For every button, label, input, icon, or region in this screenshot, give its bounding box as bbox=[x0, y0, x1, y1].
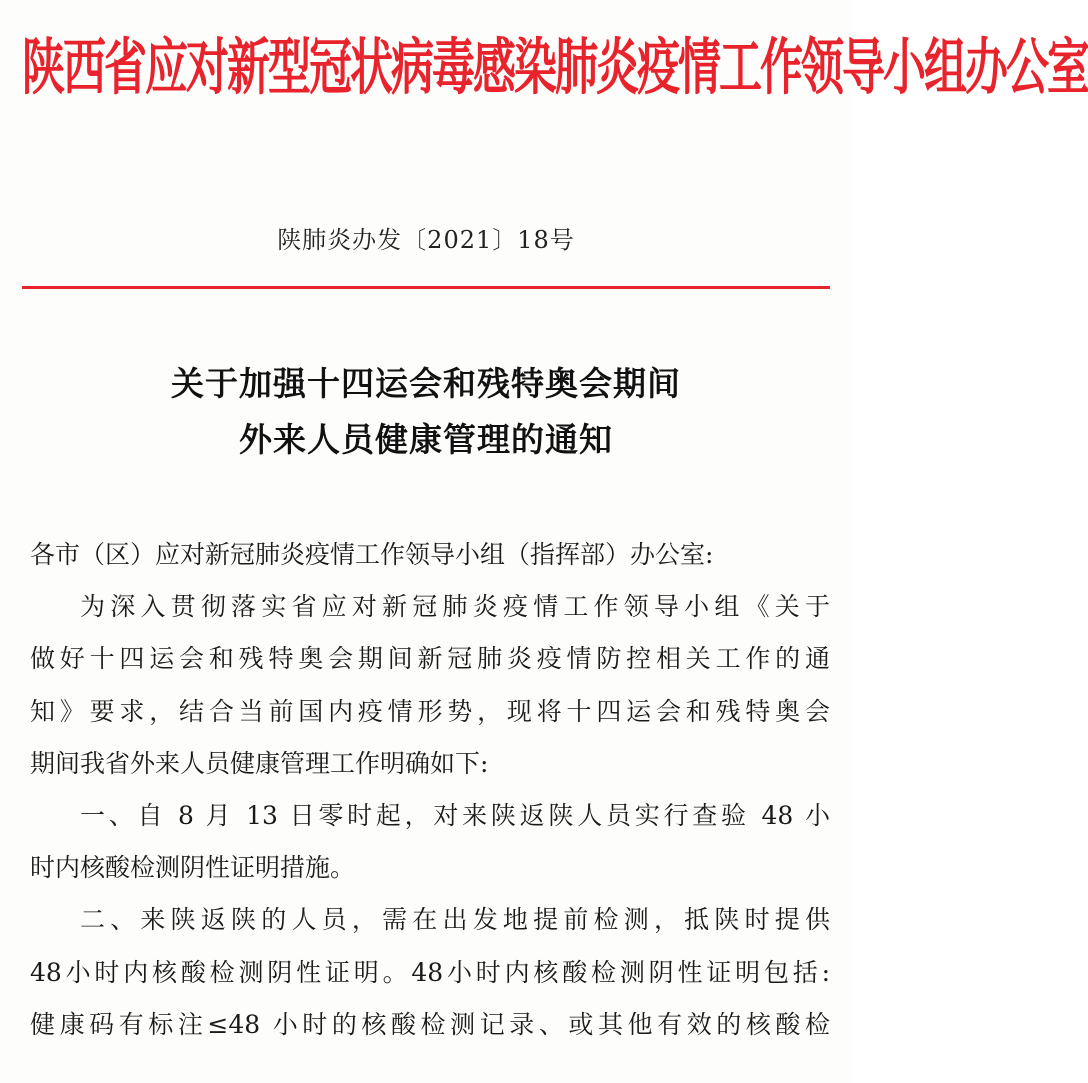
intro-line: 做好十四运会和残特奥会期间新冠肺炎疫情防控相关工作的通 bbox=[30, 644, 830, 674]
item1-line: 时内核酸检测阴性证明措施。 bbox=[30, 853, 356, 883]
document-number: 陕肺炎办发〔2021〕18号 bbox=[277, 226, 575, 254]
intro-line: 为深入贯彻落实省应对新冠肺炎疫情工作领导小组《关于 bbox=[80, 592, 830, 622]
document-body bbox=[30, 529, 830, 1051]
item2-line: 二、来陕返陕的人员，需在出发地提前检测，抵陕时提供 bbox=[80, 905, 830, 935]
title-line-1: 关于加强十四运会和残特奥会期间 bbox=[171, 364, 681, 403]
salutation: 各市（区）应对新冠肺炎疫情工作领导小组（指挥部）办公室: bbox=[30, 540, 714, 569]
item1-line: 一、自 8 月 13 日零时起，对来陕返陕人员实行查验 48 小 bbox=[80, 800, 830, 830]
item2-line: 48小时内核酸检测阴性证明。48小时内核酸检测阴性证明包括: bbox=[30, 957, 830, 987]
red-divider-line bbox=[22, 286, 830, 289]
intro-line: 知》要求，结合当前国内疫情形势，现将十四运会和残特奥会 bbox=[30, 696, 830, 726]
document-title bbox=[0, 356, 852, 468]
item2-line: 健康码有标注≤48 小时的核酸检测记录、或其他有效的核酸检 bbox=[30, 1009, 830, 1039]
intro-line: 期间我省外来人员健康管理工作明确如下: bbox=[30, 748, 489, 778]
title-line-2: 外来人员健康管理的通知 bbox=[239, 420, 613, 459]
issuer-header: 陕西省应对新型冠状病毒感染肺炎疫情工作领导小组办公室 bbox=[22, 32, 1088, 104]
